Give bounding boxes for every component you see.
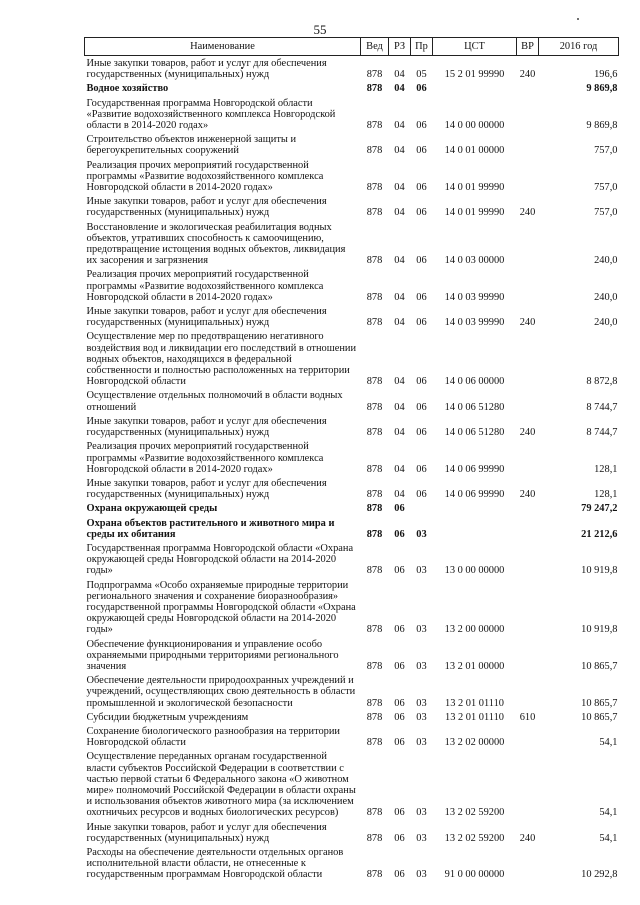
cell-pr: 03	[416, 660, 427, 672]
cell-sum: 196,6	[594, 69, 618, 81]
header-rz: РЗ	[389, 38, 411, 56]
cell-name: Восстановление и экологическая реабилитация водных объектов, утративших способность к самоочищению, предотвращение истощения водных объектов, ликвидация их засорения и загрязнения	[86, 221, 346, 267]
cell-vr: 610	[519, 711, 536, 723]
cell-pr: 03	[416, 869, 427, 881]
table-row	[85, 820, 619, 845]
cell-name: Водное хозяйство	[86, 83, 169, 95]
cell-sum: 8 744,7	[586, 401, 618, 413]
header-name: Наименование	[85, 38, 361, 56]
header-ved: Вед	[361, 38, 389, 56]
cell-vr	[517, 388, 539, 413]
cell-cst: 13 2 01 00000	[444, 660, 505, 672]
cell-pr: 06	[416, 182, 427, 194]
cell-vr	[517, 220, 539, 268]
cell-cst: 13 0 00 00000	[444, 565, 505, 577]
cell-vr	[517, 516, 539, 541]
table-row	[85, 541, 619, 578]
cell-rz: 06	[394, 528, 405, 540]
table-row	[85, 304, 619, 329]
cell-cst: 14 0 06 51280	[444, 427, 505, 439]
cell-cst	[433, 501, 517, 515]
cell-rz: 06	[394, 807, 405, 819]
table-row	[85, 673, 619, 710]
cell-name: Субсидии бюджетным учреждениям	[86, 711, 249, 723]
cell-sum: 757,0	[594, 145, 618, 157]
cell-cst: 13 2 00 00000	[444, 624, 505, 636]
cell-ved: 878	[366, 255, 383, 267]
cell-name: Строительство объектов инженерной защиты и берегоукрепительных сооружений	[86, 134, 297, 157]
cell-sum: 10 919,8	[581, 624, 618, 636]
cell-pr: 06	[416, 120, 427, 132]
cell-cst: 91 0 00 00000	[444, 869, 505, 881]
cell-ved: 878	[366, 120, 383, 132]
table-row	[85, 388, 619, 413]
cell-pr: 06	[416, 207, 427, 219]
cell-rz: 04	[394, 291, 405, 303]
cell-name: Сохранение биологического разнообразия на территории Новгородской области	[86, 725, 340, 749]
cell-cst: 14 0 06 99990	[444, 489, 505, 501]
cell-name: Иные закупки товаров, работ и услуг для обеспечения государственных (муниципальных) нужд	[86, 477, 327, 501]
cell-sum: 240,0	[594, 291, 618, 303]
cell-name: Осуществление переданных органам государственной власти субъектов Российской Федерации в соответствии с частью первой статьи 6 Федерального закона «О животном мире» полномочий Российской Федерации в области охраны и использования объектов животного мира (за исключением охотничьих ресурсов и водных биологических ресурсов)	[86, 751, 356, 819]
page-number: 55	[313, 22, 327, 37]
cell-rz: 06	[394, 697, 405, 709]
table-row	[85, 194, 619, 219]
cell-cst: 14 0 03 99990	[444, 291, 505, 303]
cell-pr: 03	[416, 737, 427, 749]
cell-sum: 54,1	[599, 737, 618, 749]
cell-ved: 878	[366, 291, 383, 303]
cell-ved: 878	[366, 737, 383, 749]
cell-name: Иные закупки товаров, работ и услуг для обеспечения государственных (муниципальных) нужд	[86, 196, 327, 219]
cell-vr	[517, 724, 539, 749]
table-body	[85, 56, 619, 882]
cell-ved: 878	[366, 317, 383, 329]
header-year: 2016 год	[539, 38, 619, 56]
table-row	[85, 749, 619, 819]
cell-ved: 878	[366, 869, 383, 881]
cell-rz: 04	[394, 120, 405, 132]
cell-ved: 878	[366, 660, 383, 672]
cell-rz: 06	[394, 869, 405, 881]
table-row	[85, 637, 619, 674]
cell-vr: 240	[519, 207, 536, 219]
cell-pr: 03	[416, 697, 427, 709]
cell-vr	[517, 81, 539, 95]
cell-cst: 14 0 01 00000	[444, 145, 505, 157]
cell-rz: 04	[394, 317, 405, 329]
cell-ved: 878	[366, 565, 383, 577]
cell-rz: 06	[394, 737, 405, 749]
scan-speck	[577, 18, 579, 20]
cell-pr: 06	[416, 145, 427, 157]
cell-pr: 03	[416, 807, 427, 819]
cell-sum: 757,0	[594, 182, 618, 194]
cell-cst: 13 2 02 59200	[444, 832, 505, 844]
cell-sum: 54,1	[599, 807, 618, 819]
cell-sum: 128,1	[594, 489, 618, 501]
cell-cst: 14 0 03 00000	[444, 255, 505, 267]
cell-ved: 878	[366, 503, 383, 515]
table-row	[85, 56, 619, 82]
cell-rz: 06	[394, 832, 405, 844]
cell-sum: 240,0	[594, 255, 618, 267]
cell-sum: 9 869,8	[586, 83, 618, 95]
cell-pr: 03	[416, 832, 427, 844]
cell-sum: 8 744,7	[586, 427, 618, 439]
cell-sum: 10 919,8	[581, 565, 618, 577]
table-row	[85, 132, 619, 157]
cell-sum: 79 247,2	[581, 503, 618, 515]
cell-name: Подпрограмма «Особо охраняемые природные территории регионального значения и сохранение биоразнообразия» государственной программы Новгородской области «Охрана окружающей среды Новгородской области на 2014-2020 годы»	[86, 579, 356, 636]
cell-cst: 13 2 01 01110	[445, 711, 504, 723]
cell-ved: 878	[366, 807, 383, 819]
cell-pr: 06	[416, 83, 427, 95]
cell-rz: 04	[394, 463, 405, 475]
cell-vr	[517, 132, 539, 157]
cell-name: Охрана объектов растительного и животного мира и среды их обитания	[86, 517, 335, 540]
cell-pr: 06	[416, 317, 427, 329]
cell-pr: 06	[416, 401, 427, 413]
cell-ved: 878	[366, 697, 383, 709]
cell-ved: 878	[366, 376, 383, 388]
cell-vr	[517, 637, 539, 674]
cell-vr	[517, 541, 539, 578]
cell-pr: 06	[416, 255, 427, 267]
cell-vr	[517, 845, 539, 882]
cell-name: Реализация прочих мероприятий государственной программы «Развитие водохозяйственного комплекса Новгородской области в 2014-2020 годах»	[86, 441, 324, 475]
table-row	[85, 578, 619, 637]
table-row	[85, 414, 619, 439]
cell-cst: 13 2 02 59200	[444, 807, 505, 819]
cell-pr: 03	[416, 528, 427, 540]
cell-rz: 04	[394, 182, 405, 194]
cell-pr: 06	[416, 463, 427, 475]
cell-cst: 14 0 06 00000	[444, 376, 505, 388]
cell-sum: 240,0	[594, 317, 618, 329]
table-row	[85, 476, 619, 501]
cell-vr: 240	[519, 427, 536, 439]
cell-pr: 05	[416, 69, 427, 81]
cell-pr: 03	[416, 711, 427, 723]
cell-ved: 878	[366, 182, 383, 194]
cell-pr: 06	[416, 427, 427, 439]
cell-rz: 06	[394, 624, 405, 636]
cell-cst: 14 0 01 99990	[444, 207, 505, 219]
cell-rz: 04	[394, 427, 405, 439]
cell-ved: 878	[366, 145, 383, 157]
cell-ved: 878	[366, 69, 383, 81]
cell-vr: 240	[519, 317, 536, 329]
table-row	[85, 516, 619, 541]
cell-sum: 21 212,6	[581, 528, 618, 540]
cell-ved: 878	[366, 427, 383, 439]
table-row	[85, 501, 619, 515]
cell-ved: 878	[366, 207, 383, 219]
cell-sum: 10 865,7	[581, 711, 618, 723]
cell-name: Осуществление отдельных полномочий в области водных отношений	[86, 390, 343, 413]
cell-name: Государственная программа Новгородской области «Развитие водохозяйственного комплекса Новгородской области в 2014-2020 годах»	[86, 97, 336, 132]
cell-sum: 128,1	[594, 463, 618, 475]
cell-sum: 10 865,7	[581, 660, 618, 672]
cell-cst: 14 0 03 99990	[444, 317, 505, 329]
table-row	[85, 220, 619, 268]
cell-name: Реализация прочих мероприятий государственной программы «Развитие водохозяйственного комплекса Новгородской области в 2014-2020 годах»	[86, 159, 324, 194]
budget-table	[84, 37, 619, 882]
table-row	[85, 158, 619, 195]
table-row	[85, 724, 619, 749]
table-row	[85, 96, 619, 133]
cell-name: Иные закупки товаров, работ и услуг для обеспечения государственных (муниципальных) нужд	[86, 415, 327, 439]
table-row	[85, 845, 619, 882]
cell-cst: 13 2 01 01110	[445, 697, 504, 709]
cell-vr	[517, 673, 539, 710]
cell-vr	[517, 158, 539, 195]
cell-rz: 04	[394, 83, 405, 95]
cell-ved: 878	[366, 401, 383, 413]
cell-vr	[517, 501, 539, 515]
cell-name: Реализация прочих мероприятий государственной программы «Развитие водохозяйственного комплекса Новгородской области в 2014-2020 годах»	[86, 269, 324, 303]
cell-ved: 878	[366, 832, 383, 844]
cell-cst: 14 0 06 51280	[444, 401, 505, 413]
cell-cst: 14 0 01 99990	[444, 182, 505, 194]
cell-name: Охрана окружающей среды	[86, 503, 218, 515]
cell-pr: 03	[416, 565, 427, 577]
cell-cst: 14 0 00 00000	[444, 120, 505, 132]
cell-rz: 04	[394, 69, 405, 81]
cell-pr: 06	[416, 291, 427, 303]
cell-vr	[517, 578, 539, 637]
cell-name: Обеспечение деятельности природоохранных учреждений и учреждений, осуществляющих свою деятельность в области промышленной и экологической безопасности	[86, 675, 356, 709]
cell-vr	[517, 749, 539, 819]
cell-sum: 54,1	[599, 832, 618, 844]
cell-rz: 04	[394, 376, 405, 388]
cell-name: Государственная программа Новгородской области «Охрана окружающей среды Новгородской области на 2014-2020 годы»	[86, 542, 354, 577]
cell-sum: 10 865,7	[581, 697, 618, 709]
cell-name: Иные закупки товаров, работ и услуг для обеспечения государственных (муниципальных) нужд	[86, 821, 327, 844]
header-pr: Пр	[411, 38, 433, 56]
cell-cst: 13 2 02 00000	[444, 737, 505, 749]
cell-pr	[411, 501, 433, 515]
cell-rz: 06	[394, 503, 405, 515]
cell-cst: 15 2 01 99990	[444, 69, 505, 81]
cell-name: Обеспечение функционирования и управление особо охраняемыми природными территориями регионального значения	[86, 638, 339, 672]
cell-cst: 14 0 06 99990	[444, 463, 505, 475]
cell-ved: 878	[366, 624, 383, 636]
cell-cst	[433, 516, 517, 541]
table-row	[85, 710, 619, 724]
cell-rz: 04	[394, 401, 405, 413]
cell-vr	[517, 96, 539, 133]
cell-rz: 06	[394, 565, 405, 577]
table-row	[85, 329, 619, 388]
cell-pr: 06	[416, 376, 427, 388]
cell-sum: 8 872,8	[586, 376, 618, 388]
cell-rz: 04	[394, 255, 405, 267]
cell-sum: 757,0	[594, 207, 618, 219]
header-cst: ЦСТ	[433, 38, 517, 56]
cell-ved: 878	[366, 711, 383, 723]
cell-pr: 03	[416, 624, 427, 636]
cell-rz: 04	[394, 207, 405, 219]
cell-vr: 240	[519, 832, 536, 844]
cell-name: Иные закупки товаров, работ и услуг для обеспечения государственных (муниципальных) нужд	[86, 306, 327, 329]
cell-vr	[517, 267, 539, 304]
header-vr: ВР	[517, 38, 539, 56]
cell-cst	[433, 81, 517, 95]
table-row	[85, 439, 619, 476]
table-row	[85, 81, 619, 95]
cell-ved: 878	[366, 489, 383, 501]
cell-pr: 06	[416, 489, 427, 501]
table-header-row	[85, 38, 619, 56]
table-row	[85, 267, 619, 304]
cell-vr	[517, 439, 539, 476]
cell-name: Иные закупки товаров, работ и услуг для обеспечения государственных (муниципальных) нужд	[86, 58, 327, 81]
cell-ved: 878	[366, 463, 383, 475]
cell-vr	[517, 329, 539, 388]
cell-name: Расходы на обеспечение деятельности отдельных органов исполнительной власти области, не отнесенные к государственным программам Новгородской области	[86, 847, 344, 881]
cell-vr: 240	[519, 69, 536, 81]
cell-ved: 878	[366, 83, 383, 95]
cell-rz: 04	[394, 145, 405, 157]
cell-sum: 10 292,8	[581, 869, 618, 881]
cell-rz: 04	[394, 489, 405, 501]
cell-name: Осуществление мер по предотвращению негативного воздействия вод и ликвидации его последствий в отношении водных объектов, находящихся в федеральной собственности и полностью расположенных на территории Новгородской области	[86, 331, 357, 388]
cell-ved: 878	[366, 528, 383, 540]
cell-rz: 06	[394, 711, 405, 723]
cell-rz: 06	[394, 660, 405, 672]
cell-vr: 240	[519, 489, 536, 501]
cell-sum: 9 869,8	[586, 120, 618, 132]
